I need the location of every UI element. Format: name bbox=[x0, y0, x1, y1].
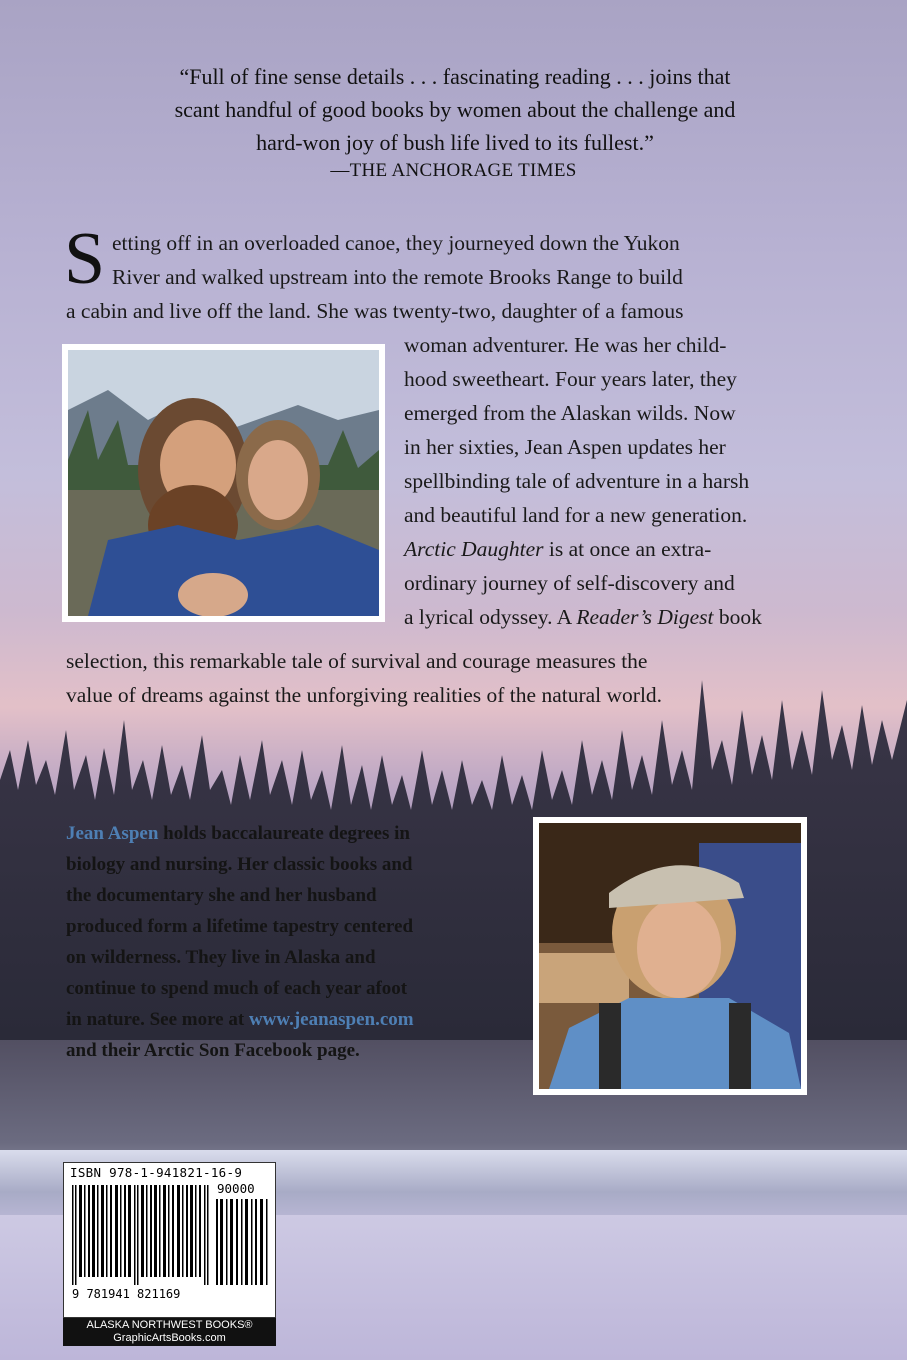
website-link[interactable]: www.jeanaspen.com bbox=[248, 1009, 414, 1030]
bio-line: Jean Aspen holds baccalaureate degrees in bbox=[66, 823, 410, 844]
description-line: River and walked upstream into the remote Brooks Range to build bbox=[112, 265, 683, 289]
addon-bars bbox=[214, 1185, 270, 1285]
description-line: emerged from the Alaskan wilds. Now bbox=[404, 401, 736, 425]
author-photo bbox=[533, 817, 807, 1095]
quote-line-1: “Full of fine sense details . . . fascinating reading . . . joins that bbox=[179, 64, 731, 89]
book-title: Arctic Daughter bbox=[404, 537, 544, 561]
description-line: a cabin and live off the land. She was twenty-two, daughter of a famous bbox=[66, 299, 684, 323]
description-line: selection, this remarkable tale of survival and courage measures the bbox=[66, 649, 648, 673]
magazine-title: Reader’s Digest bbox=[576, 605, 714, 629]
quote-source: —THE ANCHORAGE TIMES bbox=[330, 160, 577, 181]
description-line: Arctic Daughter is at once an extra- bbox=[404, 537, 712, 561]
bio-line: on wilderness. They live in Alaska and bbox=[66, 947, 376, 968]
bio-line: biology and nursing. Her classic books and bbox=[66, 854, 413, 875]
description-line: value of dreams against the unforgiving realities of the natural world. bbox=[66, 683, 663, 707]
description-line: woman adventurer. He was her child- bbox=[404, 333, 727, 357]
drop-cap: S bbox=[64, 218, 106, 300]
bio-line: the documentary she and her husband bbox=[66, 885, 377, 906]
description-line: and beautiful land for a new generation. bbox=[404, 503, 748, 527]
quote-line-2: scant handful of good books by women about the challenge and bbox=[174, 97, 736, 122]
description-line: in her sixties, Jean Aspen updates her bbox=[404, 435, 726, 459]
isbn-barcode bbox=[63, 1162, 276, 1318]
barcode-digits: 9 781941 821169 bbox=[72, 1287, 181, 1301]
description-line: hood sweetheart. Four years later, they bbox=[404, 367, 737, 391]
description-line: ordinary journey of self-discovery and bbox=[404, 571, 735, 595]
couple-photo bbox=[62, 344, 385, 622]
barcode-bars bbox=[70, 1185, 210, 1285]
review-quote bbox=[70, 60, 840, 159]
bio-line: produced form a lifetime tapestry centered bbox=[66, 916, 414, 937]
publisher-site: GraphicArtsBooks.com bbox=[113, 1332, 226, 1344]
bio-line: in nature. See more at www.jeanaspen.com bbox=[66, 1009, 414, 1030]
description-line: etting off in an overloaded canoe, they journeyed down the Yukon bbox=[112, 231, 680, 255]
price-addon: 90000 bbox=[217, 1181, 255, 1196]
bio-line: continue to spend much of each year afoot bbox=[66, 978, 408, 999]
publisher-name: ALASKA NORTHWEST BOOKS® bbox=[86, 1319, 253, 1331]
author-name: Jean Aspen bbox=[66, 823, 159, 844]
bio-line: and their Arctic Son Facebook page. bbox=[66, 1040, 360, 1061]
description-line: spellbinding tale of adventure in a harsh bbox=[404, 469, 750, 493]
quote-line-3: hard-won joy of bush life lived to its fullest.” bbox=[256, 130, 654, 155]
publisher-block bbox=[63, 1318, 276, 1346]
description-line: a lyrical odyssey. A Reader’s Digest book bbox=[404, 605, 762, 629]
isbn-text: ISBN 978-1-941821-16-9 bbox=[70, 1165, 243, 1180]
